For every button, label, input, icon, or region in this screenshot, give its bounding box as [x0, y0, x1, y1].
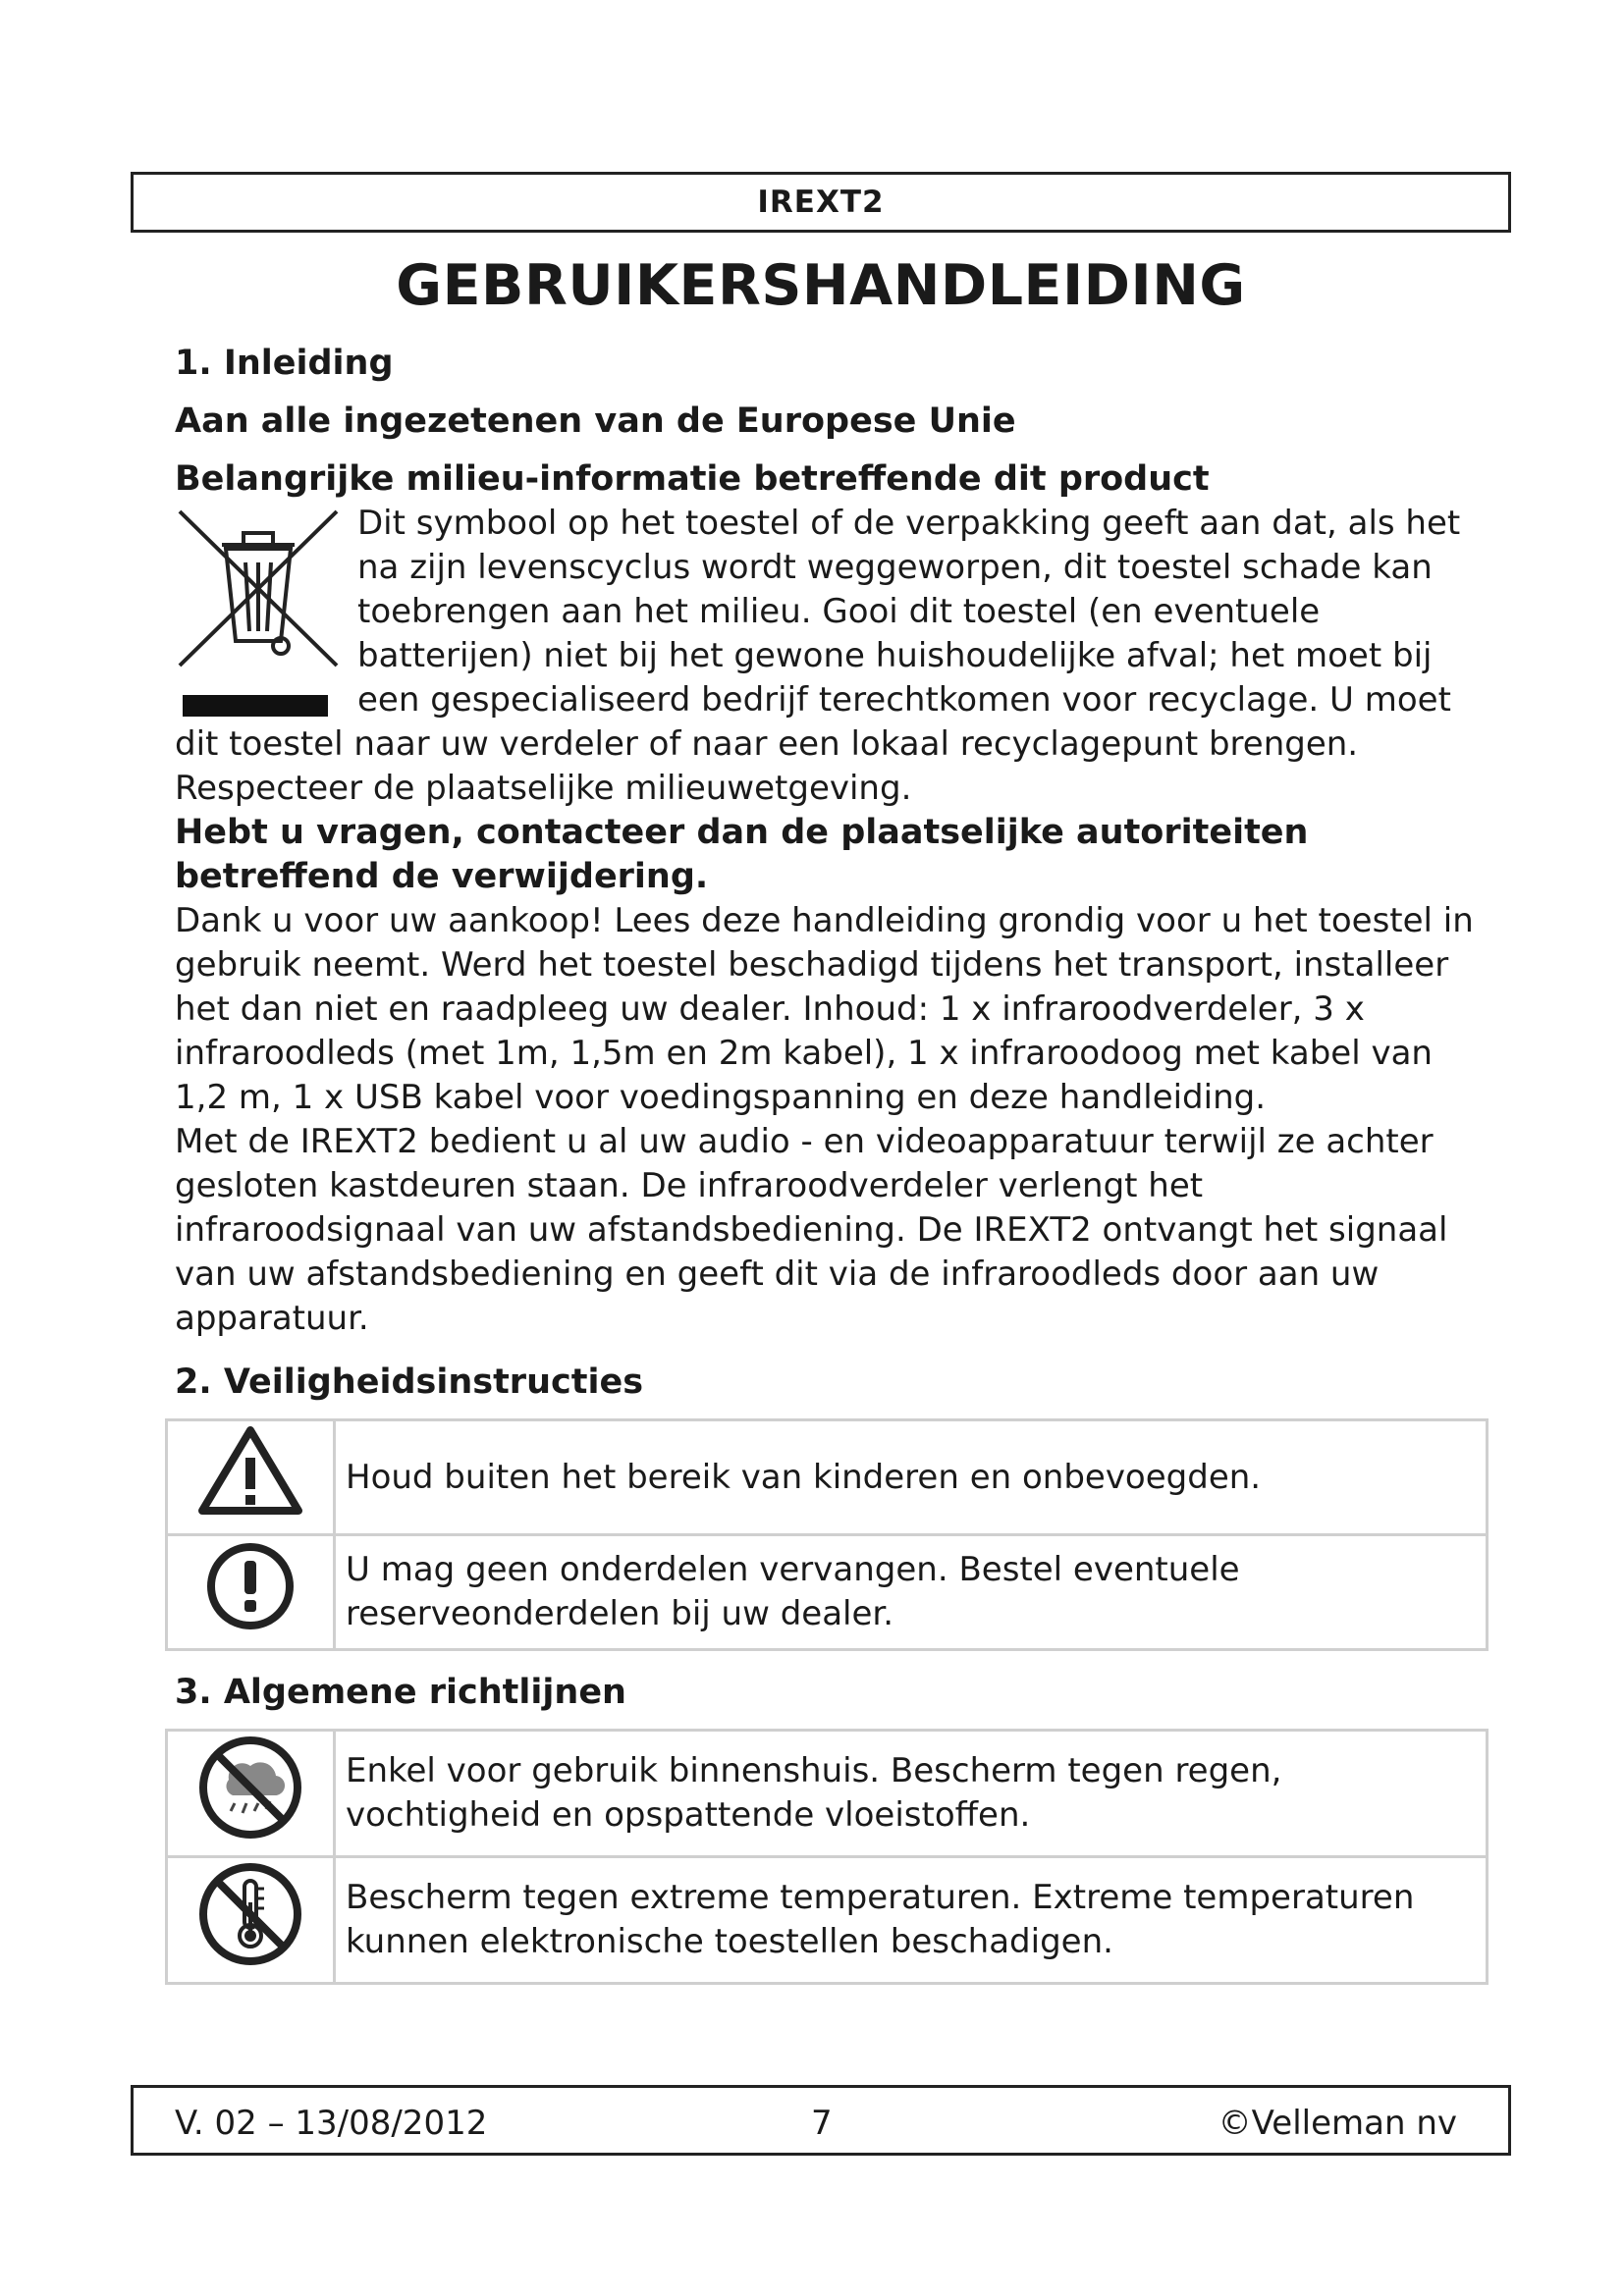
- description-paragraph: Met de IREXT2 bedient u al uw audio - en videoapparatuur terwijl ze achter gesloten kastdeuren staan. De infraroodverdeler verlengt het infraroodsignaal van uw afstandsbediening. De IREXT2 ontvangt het signaal van uw afstandsbediening en geeft dit via de infraroodleds door aan uw apparatuur.: [175, 1122, 1448, 1338]
- table-text-cell: Bescherm tegen extreme temperaturen. Extreme temperaturen kunnen elektronische toestellen beschadigen.: [335, 1857, 1488, 1984]
- page-number: 7: [811, 2104, 833, 2143]
- questions-note: Hebt u vragen, contacteer dan de plaatselijke autoriteiten betreffend de verwijdering.: [175, 813, 1309, 896]
- table-icon-cell: [167, 1535, 335, 1650]
- header-model-box: [131, 172, 1511, 233]
- eu-residents-heading: Aan alle ingezetenen van de Europese Unie: [175, 401, 1016, 441]
- table-icon-cell: [167, 1731, 335, 1857]
- page-footer: [131, 2085, 1511, 2156]
- table-text-cell: Houd buiten het bereik van kinderen en onbevoegden.: [335, 1420, 1488, 1535]
- no-extreme-temperature-icon: [195, 1859, 305, 1969]
- section-heading-general: 3. Algemene richtlijnen: [175, 1673, 626, 1712]
- weee-paragraph-block: [175, 502, 1481, 811]
- table-row: [167, 1857, 1488, 1984]
- section-heading-safety: 2. Veiligheidsinstructies: [175, 1362, 644, 1402]
- weee-text: Dit symbool op het toestel of de verpakking geeft aan dat, als het na zijn levenscyclus wordt weggeworpen, dit toestel schade kan toebrengen aan het milieu. Gooi dit toestel (en eventuele batterijen) niet bij het gewone huishoudelijke afval; het moet bij een gespecialiseerd bedrijf terechtkomen voor recyclage. U moet dit toestel naar uw verdeler of naar een lokaal recyclagepunt brengen. Respecteer de plaatselijke milieuwetgeving.: [175, 504, 1461, 808]
- crossed-bin-icon: [175, 504, 342, 720]
- table-icon-cell: [167, 1420, 335, 1535]
- guidelines-table: [165, 1729, 1489, 1985]
- environment-info-heading: Belangrijke milieu-informatie betreffende dit product: [175, 459, 1210, 499]
- table-row: [167, 1535, 1488, 1650]
- table-icon-cell: [167, 1857, 335, 1984]
- safety-table: [165, 1418, 1489, 1651]
- header-model: IREXT2: [757, 185, 885, 220]
- document-body: [175, 342, 1481, 1985]
- footer-copyright: ©Velleman nv: [1218, 2104, 1457, 2143]
- table-row: [167, 1420, 1488, 1535]
- table-text-cell: U mag geen onderdelen vervangen. Bestel eventuele reserveonderdelen bij uw dealer.: [335, 1535, 1488, 1650]
- exclamation-circle-icon: [203, 1539, 298, 1633]
- section-heading-inleiding: 1. Inleiding: [175, 344, 394, 383]
- table-row: [167, 1731, 1488, 1857]
- no-rain-icon: [195, 1733, 305, 1842]
- table-text-cell: Enkel voor gebruik binnenshuis. Bescherm tegen regen, vochtigheid en opspattende vloeistoffen.: [335, 1731, 1488, 1857]
- page-title: GEBRUIKERSHANDLEIDING: [396, 253, 1246, 318]
- warning-triangle-icon: [196, 1424, 304, 1519]
- intro-paragraph: Dank u voor uw aankoop! Lees deze handleiding grondig voor u het toestel in gebruik neemt. Werd het toestel beschadigd tijdens het transport, installeer het dan niet en raadpleeg uw dealer. Inhoud: 1 x infraroodverdeler, 3 x infraroodleds (met 1m, 1,5m en 2m kabel), 1 x infraroodoog met kabel van 1,2 m, 1 x USB kabel voor voedingspanning en deze handleiding.: [175, 901, 1474, 1117]
- footer-version: V. 02 – 13/08/2012: [175, 2104, 488, 2143]
